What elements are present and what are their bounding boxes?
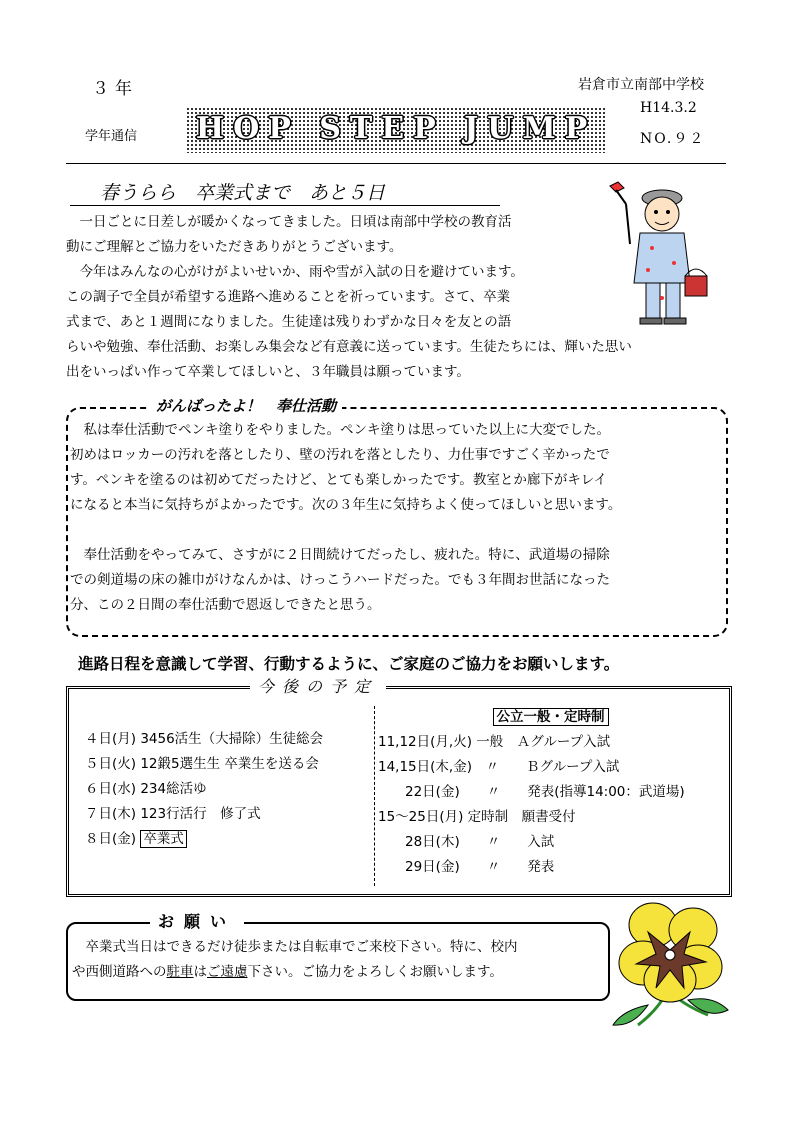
issue-date: H14.3.2 (640, 100, 697, 116)
schedule-divider (374, 706, 375, 886)
text-line: 今年はみんなの心がけがよいせいか、雨や雪が入試の日を避けています。 (66, 264, 524, 280)
text-line: 卒業式当日はできるだけ徒歩または自転車でご来校下さい。特に、校内 (72, 939, 518, 955)
text-line: 奉仕活動をやってみて、さすがに２日間続けてだったし、疲れた。特に、武道場の掃除 (70, 547, 610, 563)
text-line: す。ペンキを塗るのは初めてだったけど、とても楽しかったです。教室とか廊下がキレイ (70, 472, 608, 488)
volunteer-title: がんばったよ！ 奉仕活動 (150, 395, 342, 416)
painter-icon (600, 178, 710, 328)
schedule-item: 15〜25日(月) 定時制 願書受付 (378, 809, 576, 825)
schedule-item: ５日(火) 12鍛5選生生 卒業生を送る会 (85, 756, 319, 772)
text-line: になると本当に気持ちがよかったです。次の３年生に気持ちよく使ってほしいと思います。 (70, 497, 622, 513)
text-line: 分、この２日間の奉仕活動で恩返しできたと思う。 (70, 597, 381, 613)
text-line (70, 518, 725, 543)
text-line: 出をいっぱい作って卒業してほしいと、３年職員は願っています。 (66, 364, 470, 380)
article-headline: 春うらら 卒業式まで あと５日 (100, 182, 386, 204)
text-line: らいや勉強、奉仕活動、お楽しみ集会など有意義に送っています。生徒たちには、輝いた思い (66, 339, 632, 355)
headline-underline (70, 205, 500, 206)
article-intro (66, 210, 606, 335)
schedule-item-date: ８日(金) (85, 831, 141, 847)
pansy-icon (608, 895, 733, 1030)
schedule-item: ７日(木) 123行活行 修了式 (85, 806, 261, 822)
schedule-item: 11,12日(月,火) 一般 Ａグループ入試 (378, 734, 611, 750)
schedule-title: 今後の予定 (250, 674, 386, 697)
school-name: 岩倉市立南部中学校 (578, 77, 704, 93)
text-line: 私は奉仕活動でペンキ塗りをやりました。ペンキ塗りは思っていた以上に大変でした。 (70, 422, 610, 438)
newsletter-title: HOP STEP JUMP (195, 111, 597, 146)
title-banner (186, 107, 606, 153)
article-continued (66, 335, 741, 385)
graduation-ceremony-label: 卒業式 (140, 830, 187, 848)
schedule-left-list (85, 727, 370, 852)
text-line: 初めはロッカーの汚れを落としたり、壁の汚れを落としたり、力仕事ですごく辛かったで (70, 447, 610, 463)
schedule-item: ６日(水) 234総活ゆ (85, 781, 207, 797)
refrain-text: ご遠慮 (207, 964, 248, 980)
text-line: や西側道路への駐車はご遠慮下さい。ご協力をよろしくお願いします。 (72, 964, 503, 980)
schedule-item: 28日(木) 〃 入試 (378, 834, 555, 850)
request-title: お願い (150, 909, 244, 932)
schedule-item: 14,15日(木,金) 〃 Ｂグループ入試 (378, 759, 620, 775)
text-line: 式まで、あと１週間になりました。生徒達は残りわずかな日々を友との語 (66, 314, 512, 330)
schedule-right-list (378, 705, 723, 880)
schedule-item: 22日(金) 〃 発表(指導14:00：武道場) (378, 784, 685, 800)
text-line: での剣道場の床の雑巾がけなんかは、けっこうハードだった。でも３年間お世話になった (70, 572, 610, 588)
schedule-item: ４日(月) 3456活生（大掃除）生徒総会 (85, 731, 324, 747)
grade-label: ３年 (92, 79, 138, 99)
schedule-item: 29日(金) 〃 発表 (378, 859, 555, 875)
issue-number: NO.９２ (640, 131, 706, 147)
no-parking-text: 駐車 (166, 964, 194, 980)
volunteer-text (70, 418, 725, 618)
family-notice: 進路日程を意識して学習、行動するように、ご家庭のご協力をお願いします。 (78, 655, 620, 673)
newsletter-label: 学年通信 (85, 129, 138, 144)
request-text (72, 935, 607, 985)
text-line: 動にご理解とご協力をいただきありがとうございます。 (66, 239, 403, 255)
public-exam-heading: 公立一般・定時制 (378, 705, 723, 730)
text-line: 一日ごとに日差しが暖かくなってきました。日頃は南部中学校の教育活 (66, 214, 512, 230)
schedule-item (85, 827, 370, 852)
text-line: この調子で全員が希望する進路へ進めることを祈っています。さて、卒業 (66, 289, 511, 305)
header-divider (66, 163, 726, 164)
